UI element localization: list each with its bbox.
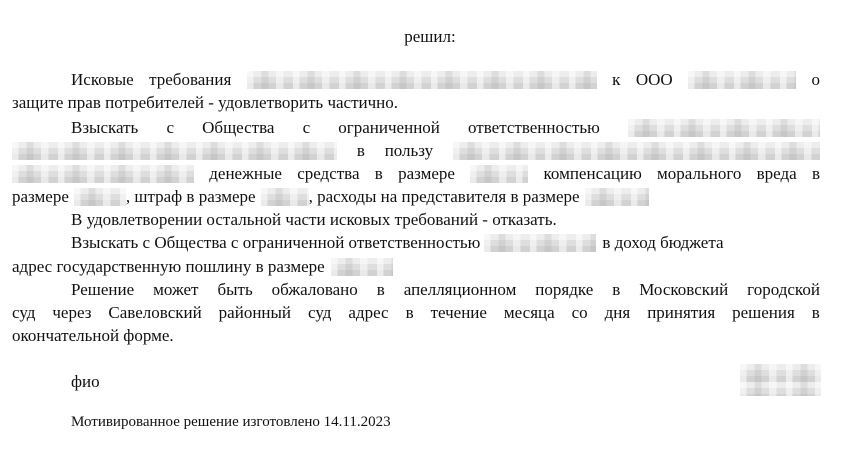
redacted-amount (74, 188, 126, 206)
redacted-company-name (12, 142, 337, 160)
word: городской (747, 280, 820, 299)
paragraph-recover-line-4 (12, 185, 820, 208)
word: Савеловский (108, 303, 202, 322)
paragraph-refusal (12, 208, 820, 231)
word: в (356, 141, 365, 160)
text-fragment: в доход бюджета (602, 233, 724, 252)
redacted-signature (740, 364, 821, 396)
word: Решение (71, 280, 135, 299)
word: в (405, 303, 414, 322)
word: Общества (202, 118, 275, 137)
redacted-amount (261, 188, 309, 206)
word: ограниченной (338, 118, 440, 137)
word: решения (732, 303, 795, 322)
word: в (612, 280, 621, 299)
word: размере (398, 164, 455, 183)
word: обжаловано (271, 280, 358, 299)
word: дня (604, 303, 631, 322)
decision-heading: решил: (404, 27, 456, 46)
word: компенсацию (543, 164, 642, 183)
paragraph-appeal-line-2 (12, 301, 820, 324)
word: порядке (535, 280, 594, 299)
word: в (374, 164, 383, 183)
word: с (166, 118, 174, 137)
word: Московский (639, 280, 729, 299)
paragraph-recover-line-2 (12, 139, 820, 162)
word: в (811, 303, 820, 322)
paragraph-duty-line-1 (12, 231, 820, 254)
redacted-claimant-name (247, 71, 597, 89)
redacted-claimant-name (453, 142, 820, 160)
word: через (52, 303, 92, 322)
word: морального (657, 164, 742, 183)
word: размере (12, 187, 69, 206)
word: требования (149, 70, 232, 89)
word: адрес (348, 303, 389, 322)
word: ответственностью (468, 118, 600, 137)
word: быть (217, 280, 253, 299)
word: к (612, 70, 621, 89)
reasoned-decision-date: Мотивированное решение изготовлено 14.11.2023 (71, 414, 391, 430)
redacted-amount (470, 165, 528, 183)
word: денежные (209, 164, 282, 183)
word: в (811, 164, 820, 183)
text-line: окончательной форме. (12, 326, 174, 345)
text-fragment: , штраф в размере (125, 187, 256, 206)
paragraph-duty-line-2 (12, 255, 820, 278)
paragraph-claims-line-2 (12, 91, 820, 114)
paragraph-recover-line-3 (12, 162, 820, 185)
judge-name: фио (71, 372, 100, 391)
text-line: адрес государственную пошлину в размере (12, 257, 325, 276)
paragraph-claims-line-1 (12, 68, 820, 91)
word: месяца (503, 303, 555, 322)
word: апелляционном (403, 280, 517, 299)
redacted-amount (585, 188, 649, 206)
paragraph-recover-line-1 (12, 116, 820, 139)
word: пользу (384, 141, 434, 160)
word: районный (218, 303, 292, 322)
text-line: В удовлетворении остальной части исковых требований - отказать. (71, 210, 557, 229)
redacted-company-name (688, 71, 796, 89)
word: Исковые (71, 70, 134, 89)
text-line: защите прав потребителей - удовлетворить частично. (12, 93, 399, 112)
word: в (376, 280, 385, 299)
redacted-company-name (484, 234, 596, 252)
word: течение (430, 303, 487, 322)
word: принятия (647, 303, 716, 322)
text-fragment: Взыскать с Общества с ограниченной ответственностью (71, 233, 481, 252)
word: ООО (635, 70, 673, 89)
word: со (571, 303, 588, 322)
word: о (811, 70, 820, 89)
redacted-claimant-name (12, 165, 194, 183)
word: может (153, 280, 199, 299)
word: вреда (756, 164, 797, 183)
word: Взыскать (71, 118, 139, 137)
word: средства (297, 164, 360, 183)
redacted-company-name (628, 119, 820, 137)
paragraph-appeal-line-1 (12, 278, 820, 301)
word: суд (308, 303, 332, 322)
redacted-amount (331, 258, 393, 276)
paragraph-appeal-line-3 (12, 324, 820, 347)
text-fragment: , расходы на представителя в размере (308, 187, 580, 206)
word: с (302, 118, 311, 137)
word: суд (12, 303, 36, 322)
